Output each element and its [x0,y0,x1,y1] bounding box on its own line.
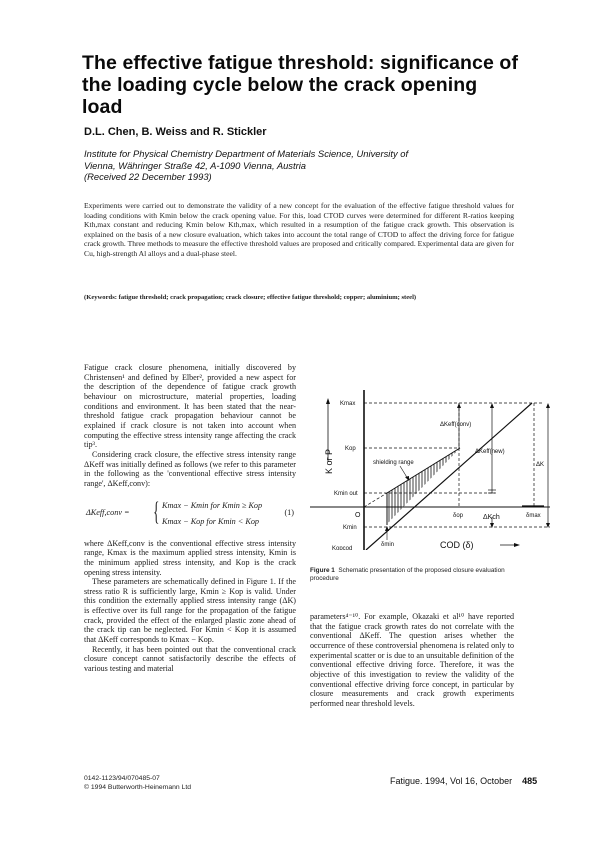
label-kmin-out: Kmin out [334,491,358,497]
paper-authors: D.L. Chen, B. Weiss and R. Stickler [84,126,267,138]
paper-title: The effective fatigue threshold: significance of the loading cycle below the crack opening load [82,52,519,118]
journal-footer [390,776,537,786]
publisher-line: © 1994 Butterworth-Heinemann Ltd [84,783,192,791]
affiliation-line-2: Vienna, Währinger Straße 42, A-1090 Vienna, Austria [84,159,307,171]
affiliation-line-1: Institute for Physical Chemistry Department of Materials Science, University of [84,148,409,159]
equation-case-1: Kmax − Kmin for Kmin ≥ Kop [162,500,263,510]
brace-icon: { [153,496,160,526]
issn-line: 0142-1123/94/070485-07 [84,775,160,782]
caption-text: Schematic presentation of the proposed closure evaluation procedure [310,567,505,582]
y-axis-label: K or P [324,448,334,474]
label-kop: Kop [345,446,356,452]
label-kopcod: Kopcod [332,546,353,550]
paragraph: Considering crack closure, the effective stress intensity range ΔKeff was initially defined as follows (we refer to this parameter in the following as the 'conventional effective stress intensity range', ΔKeff,conv): [84,449,296,488]
figure-1-diagram [310,362,550,550]
caption-label: Figure 1 [310,567,335,574]
abstract: Experiments were carried out to demonstrate the validity of a new concept for the evaluation of the effective fatigue threshold values for loading conditions with Kmin below the crack opening value. For this, load CTOD curves were determined for different R-ratios keeping Kth,max constant and reducing Kmin below Kth,max, which resulted in a resumption of the fatigue crack growth. This observation is explained on the basis of a new closure evaluation, which takes into account the total range of CTOD to affect the driving force for fatigue crack growth. Three methods to measure the effective threshold values are proposed and critically compared. Experimental data are given for Cu, high-strength Al alloys and a dual-phase steel. [84,201,514,258]
equation-lhs: ΔKeff,conv = [86,507,130,517]
paragraph: Recently, it has been pointed out that the conventional crack closure concept cannot satisfactorily describe the effects of various testing and material [84,644,296,674]
label-delta-max: δmax [526,513,541,519]
paragraph: Fatigue crack closure phenomena, initially discovered by Christensen¹ and defined by Elber², provided a new aspect for the description of the dependence of fatigue crack growth behaviour on microstructure, material properties, loading conditions and environment. It has been stated that the near-threshold fatigue crack propagation behaviour cannot be explained if crack closure is not taken into account when computing the effective stress intensity range affecting the crack tip³. [84,363,296,450]
label-dkch: ΔKch [483,514,500,521]
figure-caption [310,567,515,583]
label-dkeff-conv: ΔKeff(conv) [440,422,472,428]
label-shielding-range: shielding range [373,460,414,466]
paragraph: These parameters are schematically defined in Figure 1. If the stress ratio R is sufficiently large, Kmin ≥ Kop is valid. Under this condition the externally applied stress intensity range (ΔK) is effective over its full range for the propagation of the fatigue crack, provided the effect of the enlarged plastic zone ahead of the crack tip can be neglected. For Kmin < Kop it is assumed that ΔKeff corresponds to Kmax − Kop. [84,577,296,645]
closure-diagram-svg [310,362,550,550]
paragraph: where ΔKeff,conv is the conventional effective stress intensity range, Kmax is the maximum applied stress intensity, Kmin is the minimum applied stress intensity, and Kop is the crack opening stress intensity. [84,538,296,577]
page-number: 485 [522,776,538,786]
label-delta-op: δop [453,513,464,519]
label-delta-min: δmin [381,542,395,548]
label-dkeff-new: ΔKeff(new) [475,449,505,455]
label-kmax: Kmax [340,401,356,407]
copyright [84,775,191,792]
right-column [310,612,514,709]
received-date: (Received 22 December 1993) [84,171,212,182]
equation-1 [84,495,296,535]
equation-number: (1) [284,507,294,517]
label-origin: O [355,512,361,519]
paragraph: parameters⁴⁻¹⁰. For example, Okazaki et al¹⁰ have reported that the fatigue crack growth rates do not correlate with the conventional ΔKeff. The question arises whether the occurrence of these controversial phenomena is related only to experimental scatter or is due to an unsuitable definition of the conventional effective driving force. Therefore, it was the objective of this investigation to review the validity of the conventional effective driving force concept, in particular by closure measurements and crack growth experiments performed near threshold levels. [310,612,514,708]
x-axis-label: COD (δ) [440,540,474,550]
keywords-label: (Keywords: [84,294,117,301]
keywords [84,293,514,302]
equation-case-2: Kmax − Kop for Kmin < Kop [162,516,260,526]
left-column [84,363,296,674]
journal-citation: Fatigue. 1994, Vol 16, October [390,776,513,786]
affiliation [84,148,504,183]
label-dk: ΔK [536,462,545,468]
label-kmin: Kmin [343,525,357,531]
keywords-list: fatigue threshold; crack propagation; crack closure; effective fatigue threshold; copper; aluminium; steel) [118,294,417,301]
